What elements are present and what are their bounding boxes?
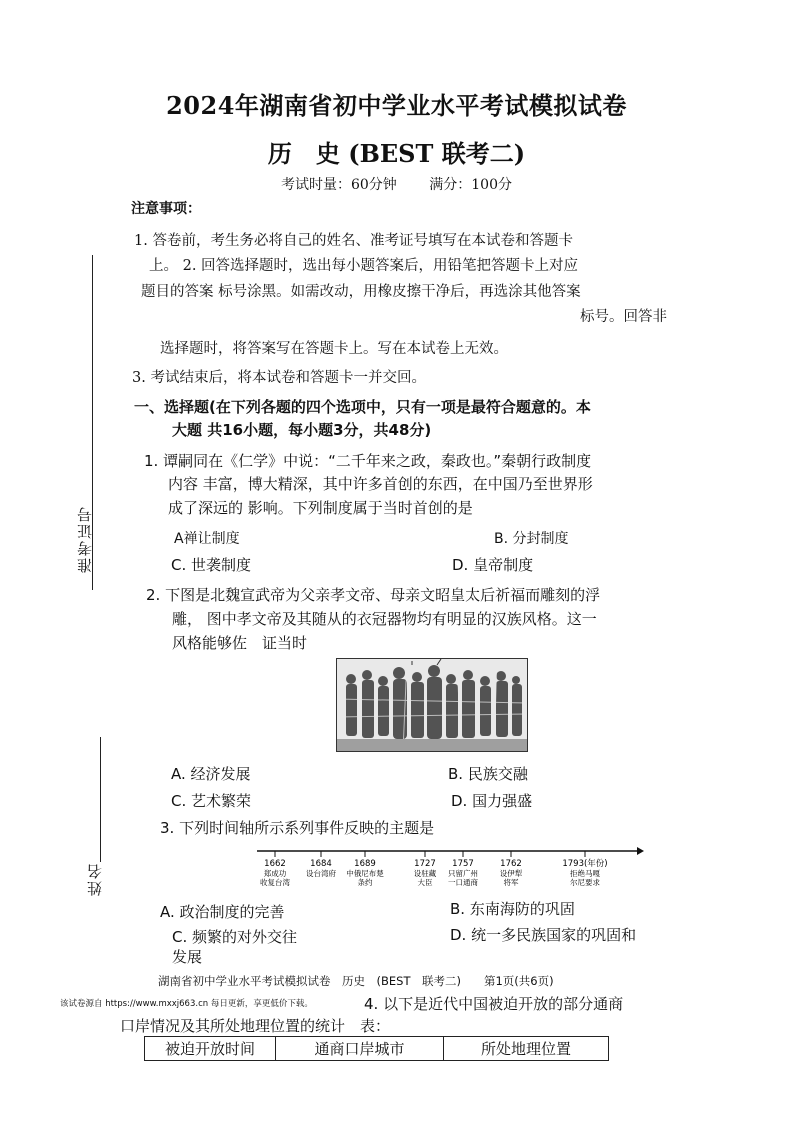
q3-option-c: C. 频繁的对外交往 xyxy=(172,928,298,946)
timeline-event-label: 将军 xyxy=(503,878,519,887)
timeline-event-label: 设驻藏 xyxy=(413,869,437,878)
admission-number-label: 准考证号 xyxy=(76,505,94,573)
q1-option-c: C. 世袭制度 xyxy=(171,556,252,574)
timeline-event-label: 设台湾府 xyxy=(306,869,336,878)
q3-option-d: D. 统一多民族国家的巩固和 xyxy=(450,926,637,944)
timeline-event-label: 设伊犁 xyxy=(499,869,523,878)
timeline-year: 1684 xyxy=(310,859,332,869)
timeline-year: 1689 xyxy=(354,859,376,869)
q1-stem-line-3: 成了深远的 影响。下列制度属于当时首创的是 xyxy=(168,499,473,517)
q3-option-d-continued: 发展 xyxy=(172,948,203,966)
notice-line-3: 题目的答案 标号涂黑。如需改动，用橡皮擦干净后，再选涂其他答案 xyxy=(141,284,581,300)
table-header-row xyxy=(145,1037,609,1061)
timeline-event-label: 尔尼要求 xyxy=(570,878,600,887)
notice-heading: 注意事项： xyxy=(131,201,201,217)
q1-stem-line-2: 内容 丰富，博大精深，其中许多首创的东西，在中国乃至世界形 xyxy=(168,475,593,493)
table-header-location: 所处地理位置 xyxy=(444,1037,609,1061)
timeline-year: 1727 xyxy=(414,859,436,869)
exam-score: 满分：100分 xyxy=(429,177,512,193)
section-heading-line-1: 一、选择题(在下列各题的四个选项中，只有一项是最符合题意的。本 xyxy=(134,398,591,416)
q1-option-a: A禅让制度 xyxy=(174,531,240,547)
relief-figures-illustration xyxy=(337,659,527,751)
timeline-year: 1757 xyxy=(452,859,474,869)
q2-stem-line-1: 2. 下图是北魏宣武帝为父亲孝文帝、母亲文昭皇太后祈福而雕刻的浮 xyxy=(146,586,601,604)
timeline-event-label: 中俄尼布楚 xyxy=(346,869,384,878)
relief-image xyxy=(336,658,528,752)
section-heading-line-2: 大题 共16小题，每小题3分，共48分) xyxy=(172,421,432,439)
q3-option-b: B. 东南海防的巩固 xyxy=(450,900,575,918)
timeline-year: 1793(年份) xyxy=(562,859,608,869)
q1-option-d: D. 皇帝制度 xyxy=(452,556,534,574)
timeline-event-label: 只留广州 xyxy=(448,869,478,878)
timeline-event-label: 一口通商 xyxy=(448,878,478,887)
binding-line-bottom xyxy=(100,737,101,862)
q4-stem-line-2: 口岸情况及其所处地理位置的统计 表： xyxy=(120,1017,391,1035)
q1-stem-line-1: 1. 谭嗣同在《仁学》中说：“二千年来之政，秦政也。”秦朝行政制度 xyxy=(144,452,592,470)
q1-option-b: B. 分封制度 xyxy=(494,531,569,547)
exam-title: 2024年湖南省初中学业水平考试模拟试卷 xyxy=(166,91,627,120)
timeline-year: 1662 xyxy=(264,859,286,869)
timeline-event-label: 郑成功 xyxy=(263,869,287,878)
timeline-event-label: 收复台湾 xyxy=(260,878,290,887)
timeline-arrow-icon xyxy=(637,847,644,855)
notice-line-1: 1. 答卷前，考生务必将自己的姓名、准考证号填写在本试卷和答题卡 xyxy=(134,233,573,249)
notice-line-5: 选择题时，将答案写在答题卡上。写在本试卷上无效。 xyxy=(160,341,508,357)
exam-time: 考试时量：60分钟 xyxy=(280,177,397,193)
table-header-time: 被迫开放时间 xyxy=(145,1037,276,1061)
q4-table xyxy=(144,1036,609,1061)
timeline-event-label: 大臣 xyxy=(417,878,433,887)
q2-option-c: C. 艺术繁荣 xyxy=(171,792,252,810)
q3-option-a: A. 政治制度的完善 xyxy=(160,903,285,921)
page-footer: 湖南省初中学业水平考试模拟试卷 历史 (BEST 联考二) 第1页(共6页) xyxy=(158,974,554,988)
notice-line-6: 3. 考试结束后，将本试卷和答题卡一并交回。 xyxy=(132,370,426,386)
q3-stem: 3. 下列时间轴所示系列事件反映的主题是 xyxy=(160,819,435,837)
q3-timeline xyxy=(255,845,645,895)
q2-stem-line-3: 风格能够佐 证当时 xyxy=(172,634,308,652)
q2-stem-line-2: 雕， 图中孝文帝及其随从的衣冠器物均有明显的汉族风格。这一 xyxy=(172,610,597,628)
timeline-event-label: 条约 xyxy=(357,878,373,887)
notice-line-4: 标号。回答非 xyxy=(580,309,667,325)
table-header-city: 通商口岸城市 xyxy=(276,1037,444,1061)
name-label: 姓名 xyxy=(86,862,104,896)
q2-option-d: D. 国力强盛 xyxy=(451,792,533,810)
q4-stem: 4. 以下是近代中国被迫开放的部分通商 xyxy=(364,995,624,1013)
timeline-year: 1762 xyxy=(500,859,522,869)
exam-meta xyxy=(0,174,793,194)
timeline-event-label: 拒绝马嘎 xyxy=(570,869,600,878)
q2-option-b: B. 民族交融 xyxy=(448,765,528,783)
notice-line-2: 上。 2. 回答选择题时，选出每小题答案后，用铅笔把答题卡上对应 xyxy=(149,258,579,274)
source-note: 该试卷源自 https://www.mxxj663.cn 每日更新，享更低价下载。 xyxy=(60,999,313,1009)
exam-subtitle: 历 史 (BEST 联考二) xyxy=(267,139,526,168)
q2-option-a: A. 经济发展 xyxy=(171,765,251,783)
